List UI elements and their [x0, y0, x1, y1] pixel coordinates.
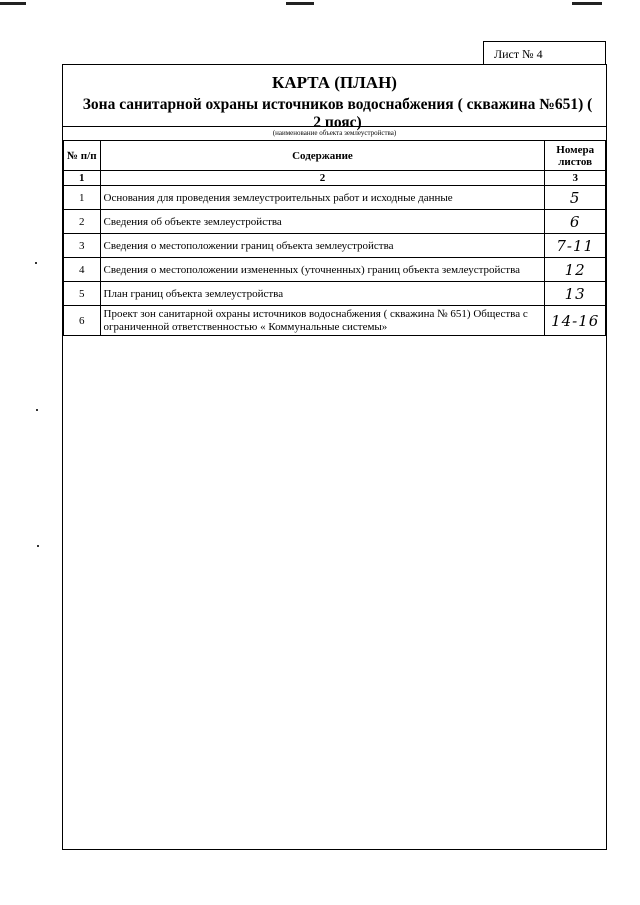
margin-dot — [36, 409, 38, 411]
row-content: Сведения об объекте землеустройства — [100, 210, 545, 234]
header-content: Содержание — [100, 141, 545, 171]
scan-artifact-left — [0, 2, 26, 5]
document-subtitle: Зона санитарной охраны источников водоснабжения ( скважина №651) ( 2 пояс) — [82, 96, 593, 131]
column-number-row — [64, 171, 606, 186]
table-header-row — [64, 141, 606, 171]
document-title: КАРТА (ПЛАН) — [272, 73, 397, 92]
row-sheets-handwritten: 5 — [545, 186, 606, 210]
row-content: Проект зон санитарной охраны источников водоснабжения ( скважина № 651) Общества с ограниченной ответственностью « Коммунальные системы» — [100, 306, 545, 336]
table-row — [64, 186, 606, 210]
row-sheets-handwritten: 14-16 — [545, 306, 606, 336]
row-sheets-handwritten: 13 — [545, 282, 606, 306]
margin-dot — [35, 262, 37, 264]
row-num: 1 — [64, 186, 101, 210]
col-number: 2 — [100, 171, 545, 186]
table-row — [64, 210, 606, 234]
title-divider — [63, 126, 606, 127]
row-num: 2 — [64, 210, 101, 234]
col-number: 3 — [545, 171, 606, 186]
row-num: 4 — [64, 258, 101, 282]
row-content: Основания для проведения землеустроительных работ и исходные данные — [100, 186, 545, 210]
row-num: 6 — [64, 306, 101, 336]
table-row — [64, 258, 606, 282]
contents-table — [63, 140, 606, 336]
sheet-number-label: Лист № 4 — [483, 41, 606, 65]
header-num: № п/п — [64, 141, 101, 171]
row-content: План границ объекта землеустройства — [100, 282, 545, 306]
row-sheets-handwritten: 7-11 — [545, 234, 606, 258]
table-row — [64, 306, 606, 336]
row-content: Сведения о местоположении измененных (уточненных) границ объекта землеустройства — [100, 258, 545, 282]
scan-artifact-center — [286, 2, 314, 5]
row-sheets-handwritten: 6 — [545, 210, 606, 234]
table-row — [64, 282, 606, 306]
document-frame — [62, 64, 607, 850]
row-num: 3 — [64, 234, 101, 258]
row-content: Сведения о местоположении границ объекта землеустройства — [100, 234, 545, 258]
row-sheets-handwritten: 12 — [545, 258, 606, 282]
scan-artifact-right — [572, 2, 602, 5]
header-sheets: Номера листов — [545, 141, 606, 171]
row-num: 5 — [64, 282, 101, 306]
margin-dot — [37, 545, 39, 547]
table-row — [64, 234, 606, 258]
col-number: 1 — [64, 171, 101, 186]
object-name-caption: (наименование объекта землеустройства) — [272, 129, 397, 137]
